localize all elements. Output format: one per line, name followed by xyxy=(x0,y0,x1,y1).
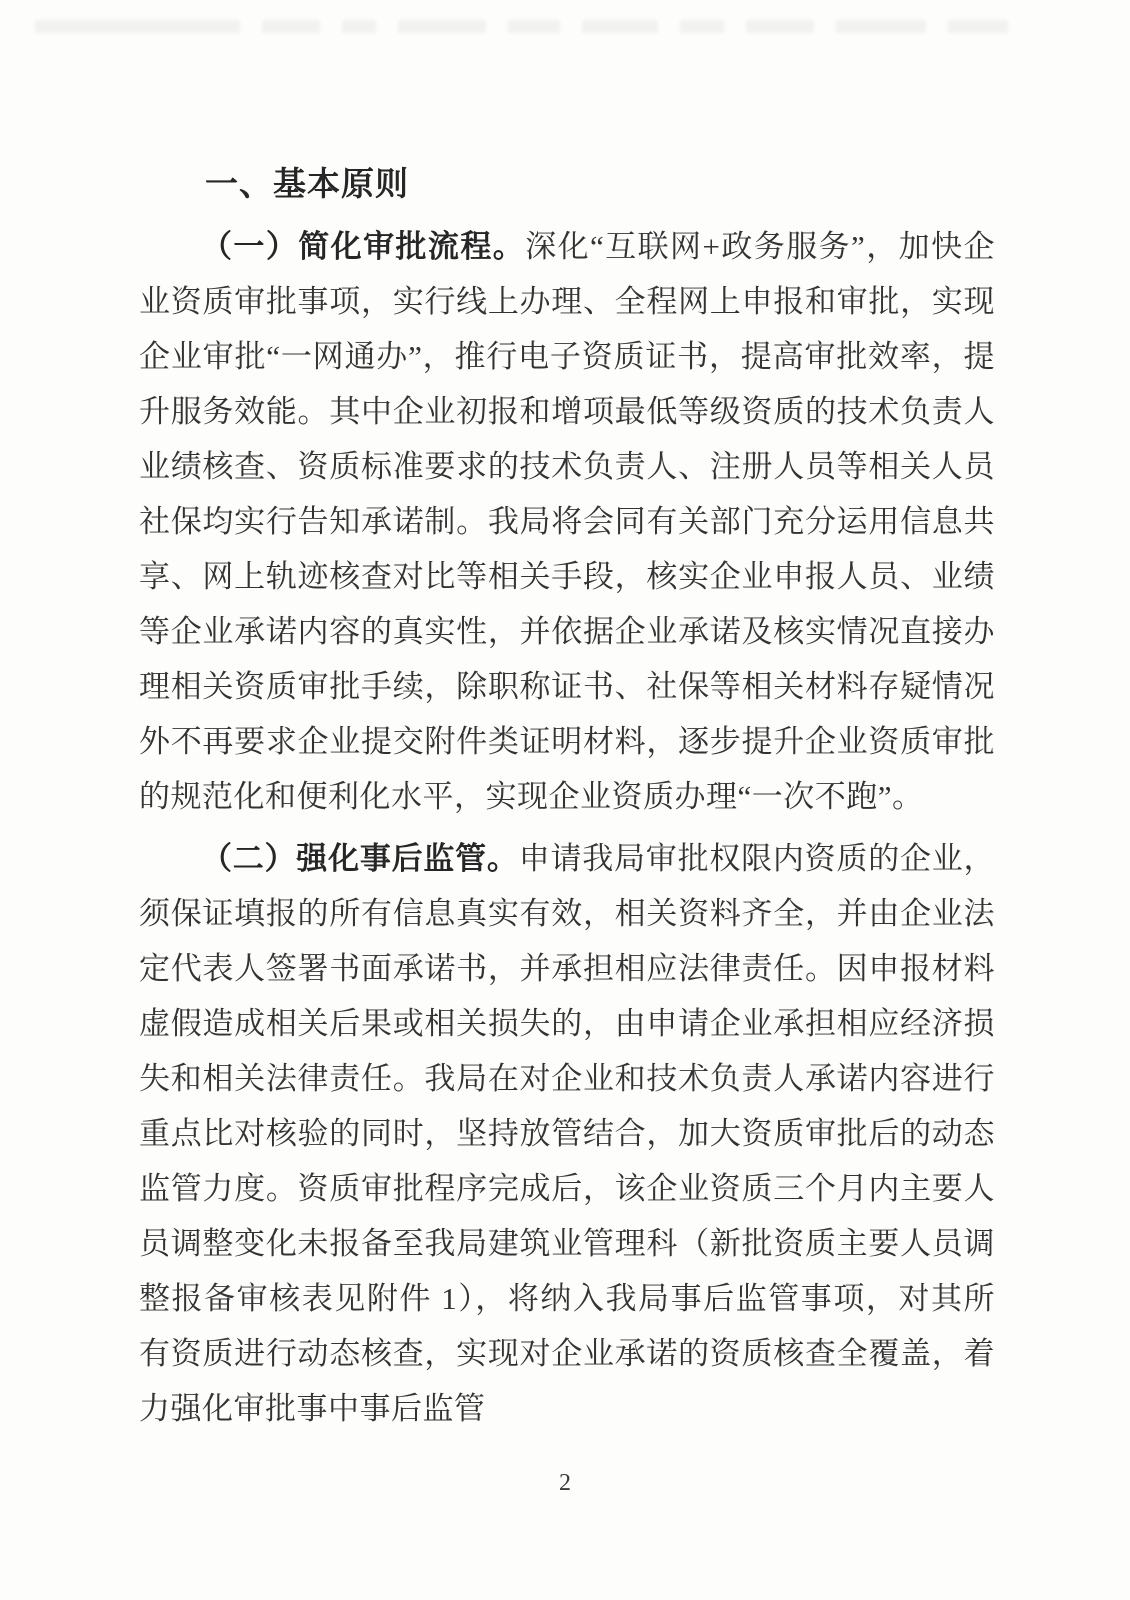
document-body xyxy=(139,156,995,1436)
scan-bleed-artifact xyxy=(35,14,1114,38)
paragraph xyxy=(139,219,995,824)
paragraph-lead: （一）简化审批流程。 xyxy=(201,229,526,264)
paragraph-lead: （二）强化事后监管。 xyxy=(201,841,519,876)
paragraph xyxy=(139,831,995,1436)
section-heading: 一、基本原则 xyxy=(205,165,409,202)
paragraph-body: 申请我局审批权限内资质的企业，须保证填报的所有信息真实有效，相关资料齐全，并由企业法定代表人签署书面承诺书，并承担相应法律责任。因申报材料虚假造成相关后果或相关损失的，由申请企业承担相应经济损失和相关法律责任。我局在对企业和技术负责人承诺内容进行重点比对核验的同时，坚持放管结合，加大资质审批后的动态监管力度。资质审批程序完成后，该企业资质三个月内主要人员调整变化未报备至我局建筑业管理科（新批资质主要人员调整报备审核表见附件 1），将纳入我局事后监管事项，对其所有资质进行动态核查，实现对企业承诺的资质核查全覆盖，着力强化审批事中事后监管 xyxy=(139,841,996,1426)
page-number: 2 xyxy=(559,1470,571,1496)
paragraph-body: 深化“互联网+政务服务”，加快企业资质审批事项，实行线上办理、全程网上申报和审批，实现企业审批“一网通办”，推行电子资质证书，提高审批效率，提升服务效能。其中企业初报和增项最低等级资质的技术负责人业绩核查、资质标准要求的技术负责人、注册人员等相关人员社保均实行告知承诺制。我局将会同有关部门充分运用信息共享、网上轨迹核查对比等相关手段，核实企业申报人员、业绩等企业承诺内容的真实性，并依据企业承诺及核实情况直接办理相关资质审批手续，除职称证书、社保等相关材料存疑情况外不再要求企业提交附件类证明材料，逐步提升企业资质审批的规范化和便利化水平，实现企业资质办理“一次不跑”。 xyxy=(139,229,995,814)
